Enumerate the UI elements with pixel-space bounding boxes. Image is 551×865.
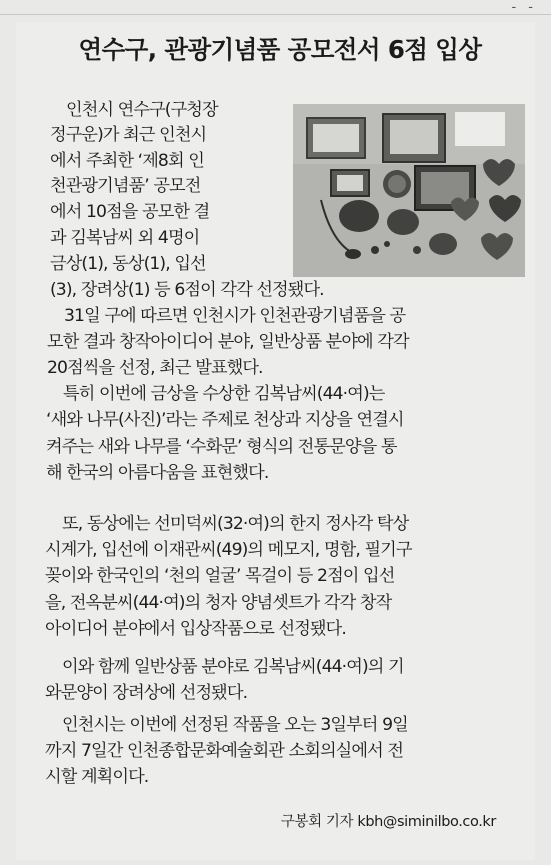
article-headline: 연수구, 관광기념품 공모전서 6점 입상 <box>78 35 482 64</box>
article-line: 과 김복남씨 외 4명이 <box>50 228 200 248</box>
article-line: 인천시는 이번에 선정된 작품을 오는 3일부터 9일 <box>62 715 408 735</box>
corner-marks: - - <box>511 0 537 15</box>
article-line: (3), 장려상(1) 등 6점이 각각 선정됐다. <box>50 280 324 300</box>
article-line: 이와 함께 일반상품 분야로 김복남씨(44·여)의 기 <box>62 657 404 677</box>
article-line: 켜주는 새와 나무를 ‘수화문’ 형식의 전통문양을 통 <box>46 437 397 457</box>
article-line: 에서 10점을 공모한 결 <box>50 202 210 222</box>
article-line: 시계가, 입선에 이재관씨(49)의 메모지, 명함, 필기구 <box>45 540 412 560</box>
article-line: 특히 이번에 금상을 수상한 김복남씨(44·여)는 <box>63 384 385 404</box>
article-line: 인천시 연수구(구청장 <box>66 100 218 120</box>
article-line: 까지 7일간 인천종합문화예술회관 소회의실에서 전 <box>45 741 404 761</box>
article-line: 금상(1), 동상(1), 입선 <box>50 254 206 274</box>
article-line: ‘새와 나무(사진)’라는 주제로 천상과 지상을 연결시 <box>46 410 404 430</box>
article-line: 31일 구에 따르면 인천시가 인천관광기념품을 공 <box>64 306 406 326</box>
article-line: 모한 결과 창작아이디어 분야, 일반상품 분야에 각각 <box>47 332 409 352</box>
article-line: 해 한국의 아름다움을 표현했다. <box>46 463 269 483</box>
article-line: 아이디어 분야에서 입상작품으로 선정됐다. <box>45 619 346 639</box>
article-line: 20점씩을 선정, 최근 발표했다. <box>47 358 263 378</box>
article-line: 시할 계획이다. <box>45 767 149 787</box>
article-line: 와문양이 장려상에 선정됐다. <box>45 683 248 703</box>
article-line: 꽂이와 한국인의 ‘천의 얼굴’ 목걸이 등 2점이 입선 <box>45 566 395 586</box>
article-line: 을, 전옥분씨(44·여)의 청자 양념셋트가 각각 창작 <box>45 593 392 613</box>
reporter-byline: 구봉회 기자 kbh@siminilbo.co.kr <box>280 814 496 830</box>
article-line: 천관광기념품’ 공모전 <box>50 176 201 196</box>
article-line: 에서 주최한 ‘제8회 인 <box>50 151 204 171</box>
article-line: 또, 동상에는 선미덕씨(32·여)의 한지 정사각 탁상 <box>62 514 409 534</box>
article-line: 정구운)가 최근 인천시 <box>50 125 207 145</box>
